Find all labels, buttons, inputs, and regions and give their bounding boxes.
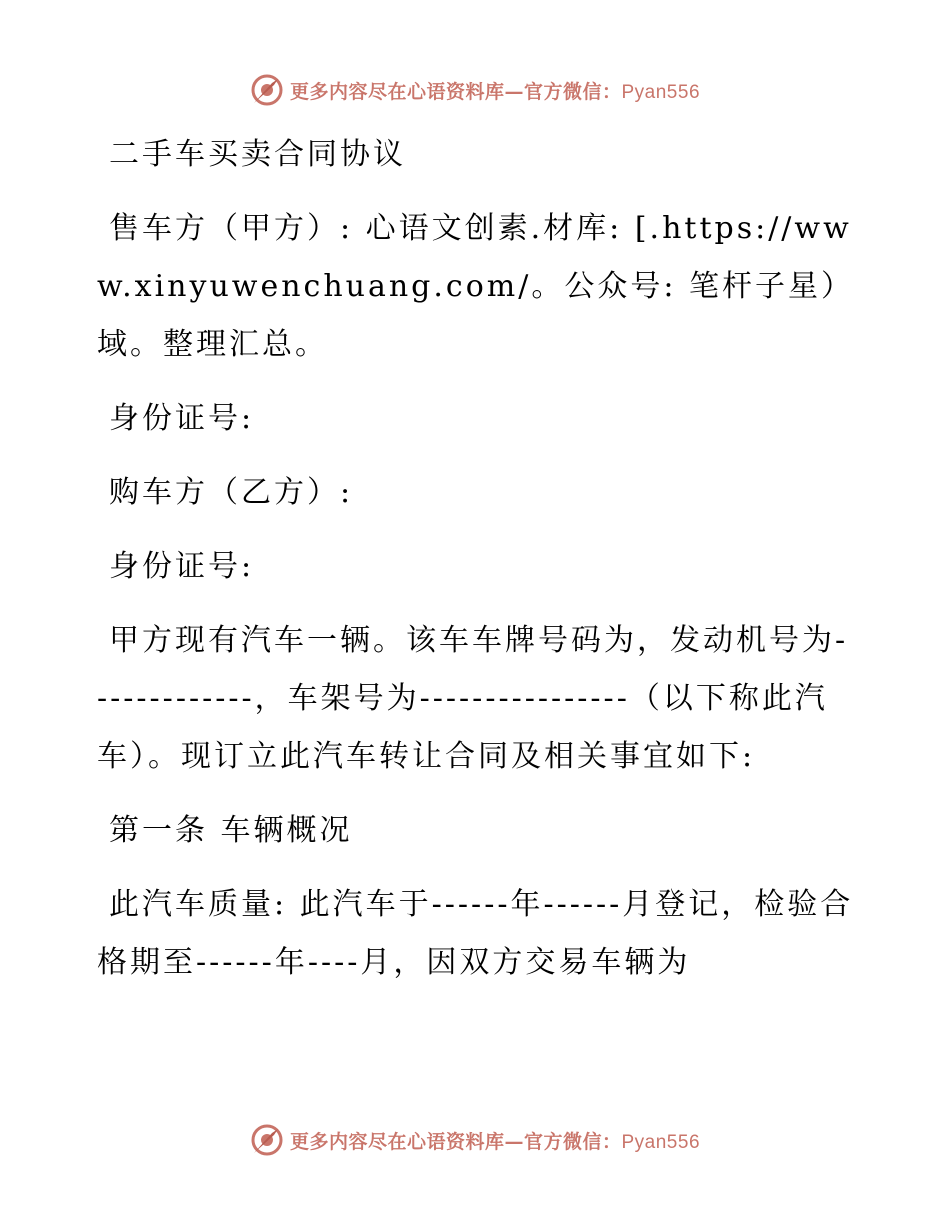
document-body <box>97 126 857 1008</box>
seller-id-line: 身份证号: <box>109 401 255 436</box>
footer-watermark <box>0 1120 950 1160</box>
header-watermark <box>0 70 950 110</box>
banner-wechat-id: Pyan556 <box>621 1131 701 1153</box>
buyer-line: 购车方（乙方）: <box>109 475 354 510</box>
seller-line: 售车方（甲方）: 心语文创素.材库: [.https://www.xinyuwenchuang.com/。公众号: 笔杆子星）域。整理汇总。 <box>97 211 854 362</box>
quill-logo-icon <box>250 73 284 107</box>
banner-text: 更多内容尽在心语资料库—官方微信： <box>289 80 622 103</box>
document-title: 二手车买卖合同协议 <box>109 137 406 172</box>
banner-text: 更多内容尽在心语资料库—官方微信： <box>289 1130 622 1153</box>
buyer-id-line: 身份证号: <box>109 549 255 584</box>
intro-paragraph: 甲方现有汽车一辆。该车车牌号码为，发动机号为-------------，车架号为----------------（以下称此汽车）。现订立此汽车转让合同及相关事宜如下: <box>97 623 849 774</box>
banner-wechat-id: Pyan556 <box>621 81 701 103</box>
article-1-title: 第一条 车辆概况 <box>109 813 353 848</box>
quill-logo-icon <box>250 1123 284 1157</box>
article-1-body: 此汽车质量: 此汽车于------年------月登记，检验合格期至------年----月，因双方交易车辆为 <box>97 887 854 980</box>
